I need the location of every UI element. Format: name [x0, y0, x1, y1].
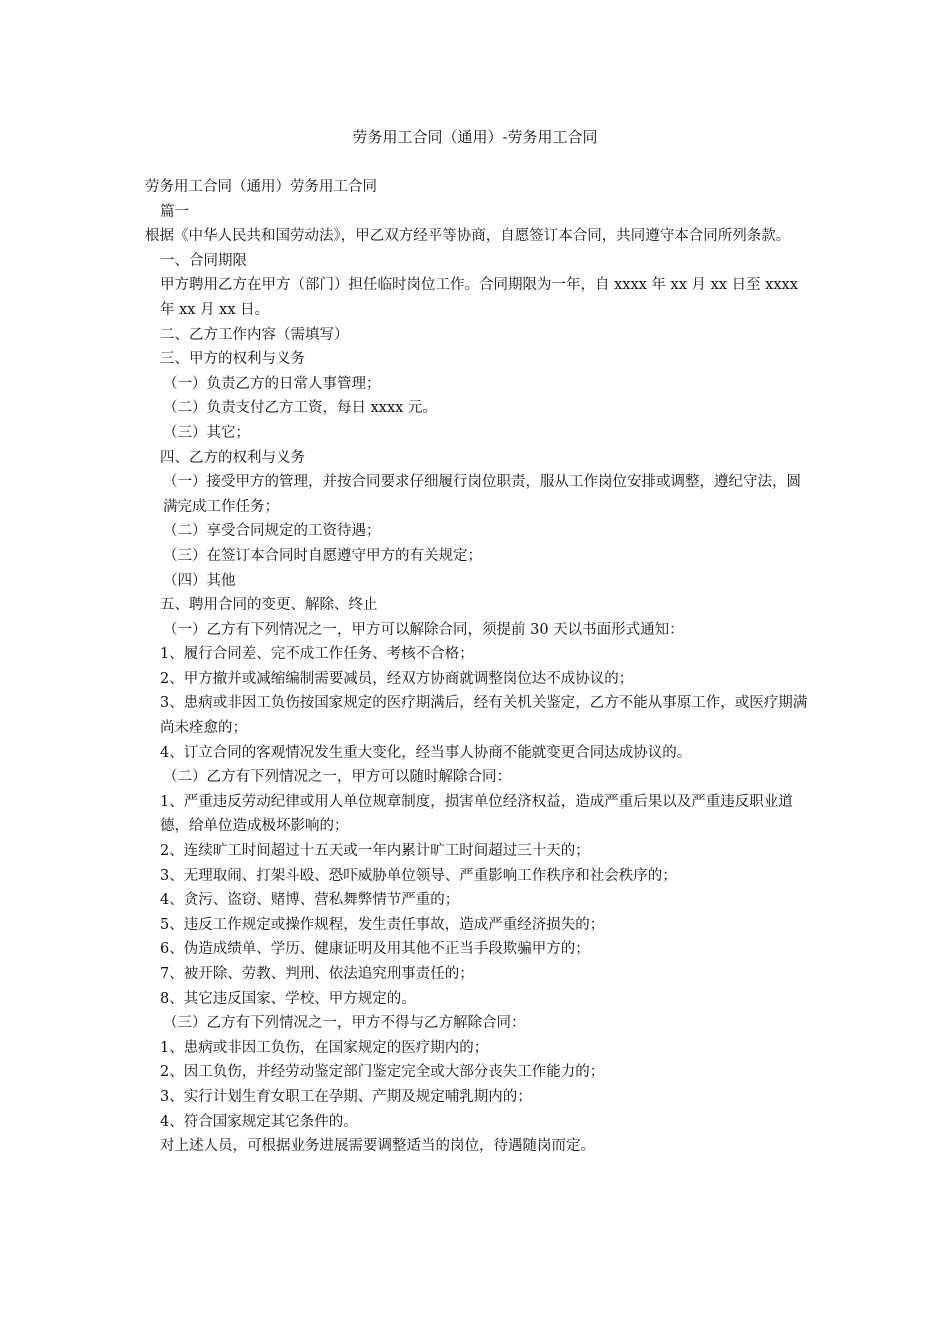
- list-item: 4、符合国家规定其它条件的。: [160, 1113, 358, 1130]
- document-body: [145, 175, 810, 1159]
- clause-heading: 一、合同期限: [160, 252, 247, 269]
- list-item: （一）接受甲方的管理，并按合同要求仔细履行岗位职责，服从工作岗位安排或调整，遵纪守法，圆满完成工作任务；: [163, 474, 801, 515]
- document-heading: 劳务用工合同（通用）劳务用工合同: [145, 179, 377, 195]
- clause-heading: 五、聘用合同的变更、解除、终止: [160, 597, 378, 614]
- list-item: 8、其它违反国家、学校、甲方规定的。: [160, 990, 416, 1007]
- clause-heading: 三、甲方的权利与义务: [160, 351, 305, 368]
- clause-heading: 二、乙方工作内容（需填写）: [160, 326, 349, 343]
- list-item: 1、履行合同差、完不成工作任务、考核不合格；: [160, 646, 474, 663]
- list-item: 2、甲方撤并或减缩编制需要减员，经双方协商就调整岗位达不成协议的；: [160, 670, 634, 687]
- list-item: （二）乙方有下列情况之一，甲方可以随时解除合同：: [163, 769, 511, 786]
- list-item: （四）其他: [163, 572, 236, 589]
- list-item: （二）负责支付乙方工资，每日 xxxx 元。: [163, 400, 437, 417]
- list-item: 1、患病或非因工负伤，在国家规定的医疗期内的；: [160, 1039, 489, 1056]
- list-item: 5、违反工作规定或操作规程，发生责任事故，造成严重经济损失的；: [160, 916, 605, 933]
- list-item: 3、实行计划生育女职工在孕期、产期及规定哺乳期内的；: [160, 1088, 532, 1105]
- list-item: 3、患病或非因工负伤按国家规定的医疗期满后，经有关机关鉴定，乙方不能从事原工作，或医疗期满尚未痊愈的；: [160, 695, 808, 737]
- list-item: 2、因工负伤，并经劳动鉴定部门鉴定完全或大部分丧失工作能力的；: [160, 1064, 605, 1081]
- section-label: 篇一: [160, 203, 189, 220]
- list-item: （三）乙方有下列情况之一，甲方不得与乙方解除合同：: [163, 1015, 526, 1032]
- paragraph: 甲方聘用乙方在甲方（部门）担任临时岗位工作。合同期限为一年，自 xxxx 年 xx 月 xx 日至 xxxx 年 xx 月 xx 日。: [160, 277, 798, 318]
- list-item: （一）乙方有下列情况之一，甲方可以解除合同，须提前 30 天以书面形式通知：: [163, 621, 684, 638]
- list-item: 4、订立合同的客观情况发生重大变化，经当事人协商不能就变更合同达成协议的。: [160, 744, 692, 761]
- document-title: 劳务用工合同（通用）-劳务用工合同: [352, 128, 598, 146]
- list-item: 6、伪造成绩单、学历、健康证明及用其他不正当手段欺骗甲方的；: [160, 941, 590, 958]
- list-item: 2、连续旷工时间超过十五天或一年内累计旷工时间超过三十天的；: [160, 843, 590, 860]
- paragraph: 根据《中华人民共和国劳动法》，甲乙双方经平等协商，自愿签订本合同，共同遵守本合同所列条款。: [145, 228, 791, 245]
- list-item: （三）在签订本合同时自愿遵守甲方的有关规定；: [163, 547, 482, 564]
- list-item: 3、无理取闹、打架斗殴、恐吓威胁单位领导、严重影响工作秩序和社会秩序的；: [160, 867, 677, 884]
- list-item: （二）享受合同规定的工资待遇；: [163, 523, 381, 540]
- list-item: 7、被开除、劳教、判刑、依法追究刑事责任的；: [160, 966, 474, 982]
- paragraph: 对上述人员，可根据业务进展需要调整适当的岗位，待遇随岗而定。: [160, 1138, 595, 1155]
- list-item: 1、严重违反劳动纪律或用人单位规章制度，损害单位经济权益，造成严重后果以及严重违反职业道德，给单位造成极坏影响的；: [160, 793, 793, 835]
- list-item: 4、贪污、盗窃、赌博、营私舞弊情节严重的；: [160, 892, 460, 909]
- list-item: （三）其它；: [163, 424, 250, 441]
- clause-heading: 四、乙方的权利与义务: [160, 449, 305, 466]
- list-item: （一）负责乙方的日常人事管理；: [163, 375, 381, 392]
